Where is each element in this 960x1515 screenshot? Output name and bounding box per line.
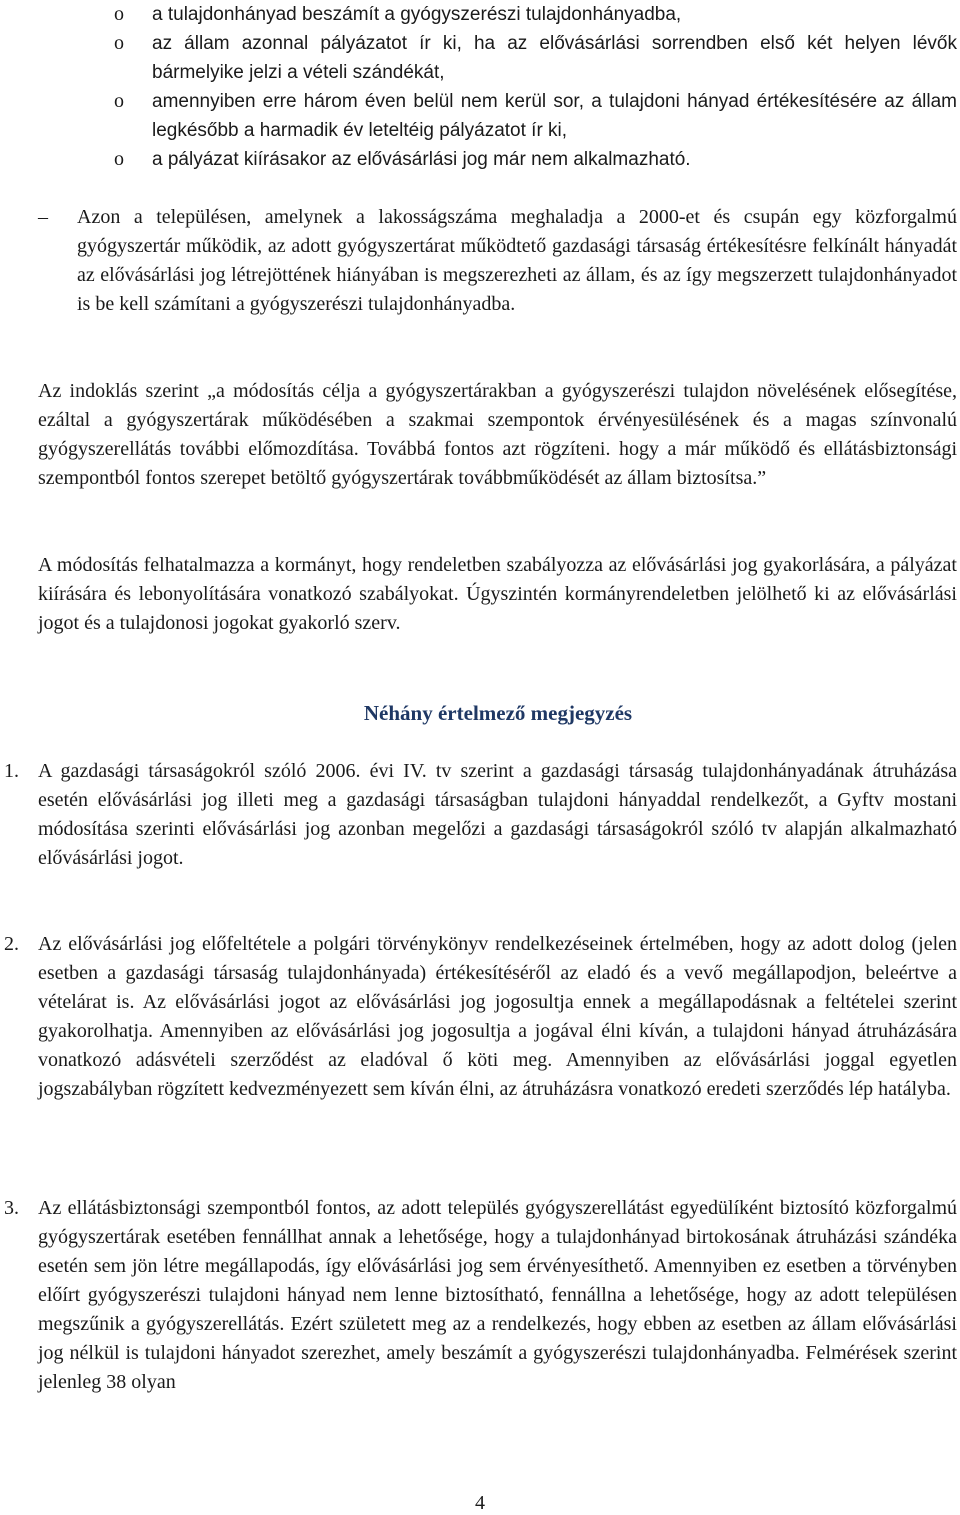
bullet-marker: o — [114, 32, 124, 54]
note-number: 3. — [4, 1197, 19, 1219]
bullet-marker: o — [114, 3, 124, 25]
bullet-text: a pályázat kiírásakor az elővásárlási jog már nem alkalmazható. — [152, 149, 691, 170]
section-heading: Néhány értelmező megjegyzés — [363, 701, 633, 725]
bullet-text: az állam azonnal pályázatot ír ki, ha az elővásárlási sorrendben első két helyen lévők bármelyike jelzi a vételi szándékát, — [152, 33, 957, 83]
bullet-text: a tulajdonhányad beszámít a gyógyszerészi tulajdonhányadba, — [152, 4, 682, 25]
dash-marker: – — [38, 206, 48, 228]
bullet-marker: o — [114, 90, 124, 112]
note-number: 2. — [4, 933, 19, 955]
dash-item-text: Azon a településen, amelynek a lakosságszáma meghaladja a 2000-et és csupán egy közforgalmú gyógyszertár működik, az adott gyógyszertárat működtető gazdasági társaság értékesítésre felkínált hányadát az elővásárlási jog létrejöttének hiányában is megszerezheti az állam, és az így megszerzett tulajdonhányadot is be kell számítani a gyógyszerészi tulajdonhányadba. — [77, 206, 957, 315]
note-number: 1. — [4, 760, 19, 782]
note-text: A gazdasági társaságokról szóló 2006. évi IV. tv szerint a gazdasági társaság tulajdonhányadának átruházása esetén elővásárlási jog illeti meg a gazdasági társaságban tulajdoni hányaddal rendelkezőt, a Gyftv mostani módosítása szerinti elővásárlási jog azonban megelőzi a gazdasági társaságokról szóló tv alapján alkalmazható elővásárlási jogot. — [38, 760, 957, 869]
page-number: 4 — [475, 1492, 485, 1514]
note-text: Az ellátásbiztonsági szempontból fontos, az adott település gyógyszerellátást egyedülíként biztosító közforgalmú gyógyszertárak esetében fennállhat annak a lehetősége, hogy a tulajdonhányad birtokosának átruházási szándéka esetén sem jön létre megállapodás, így elővásárlási jog sem érvényesíthető. Amennyiben ez esetben a törvényben előírt gyógyszerészi tulajdoni hányad nem lenne biztosítható, fennállna a lehetősége, hogy az adott településen megszűnik a gyógyszerellátás. Ezért született meg az a rendelkezés, hogy ebben az esetben az állam elővásárlási jog nélkül is tulajdoni hányadot szerezhet, amely beszámít a gyógyszerészi tulajdonhányadba. Felmérések szerint jelenleg 38 olyan — [38, 1197, 957, 1393]
note-text: Az elővásárlási jog előfeltétele a polgári törvénykönyv rendelkezéseinek értelmében, hogy az adott dolog (jelen esetben a gazdasági társaság tulajdonhányada) értékesítéséről az eladó és a vevő megállapodjon, beleértve a vételárat is. Az elővásárlási jogot az elővásárlási jog jogosultja ennek a megállapodásnak a feltételei szerint gyakorolhatja. Amennyiben az elővásárlási jog jogosultja a jogával élni kíván, a tulajdoni hányad átruházására vonatkozó adásvételi szerződést az eladóval ő köti meg. Amennyiben az elővásárlási joggal egyetlen jogszabályban rögzített kedvezményezett sem kíván élni, az átruházásra vonatkozó eredeti szerződés lép hatályba. — [38, 933, 957, 1100]
paragraph-justification-quote: Az indoklás szerint „a módosítás célja a gyógyszertárakban a gyógyszerészi tulajdon növelésének elősegítése, ezáltal a gyógyszertárak működésében a szakmai szempontok érvényesülésének és a magas színvonalú gyógyszerellátás további előmozdítása. Továbbá fontos azt rögzíteni. hogy a már működő és ellátásbiztonsági szempontból fontos szerepet betöltő gyógyszertárak továbbműködését az állam biztosítsa.” — [38, 380, 957, 489]
bullet-marker: o — [114, 148, 124, 170]
bullet-text: amennyiben erre három éven belül nem kerül sor, a tulajdoni hányad értékesítésére az állam legkésőbb a harmadik év leteltéig pályázatot ír ki, — [152, 91, 957, 141]
paragraph-authorization: A módosítás felhatalmazza a kormányt, hogy rendeletben szabályozza az elővásárlási jog gyakorlására, a pályázat kiírására és lebonyolítására vonatkozó szabályokat. Úgyszintén kormányrendeletben jelölhető ki az elővásárlási jogot és a tulajdonosi jogokat gyakorló szerv. — [38, 554, 957, 634]
